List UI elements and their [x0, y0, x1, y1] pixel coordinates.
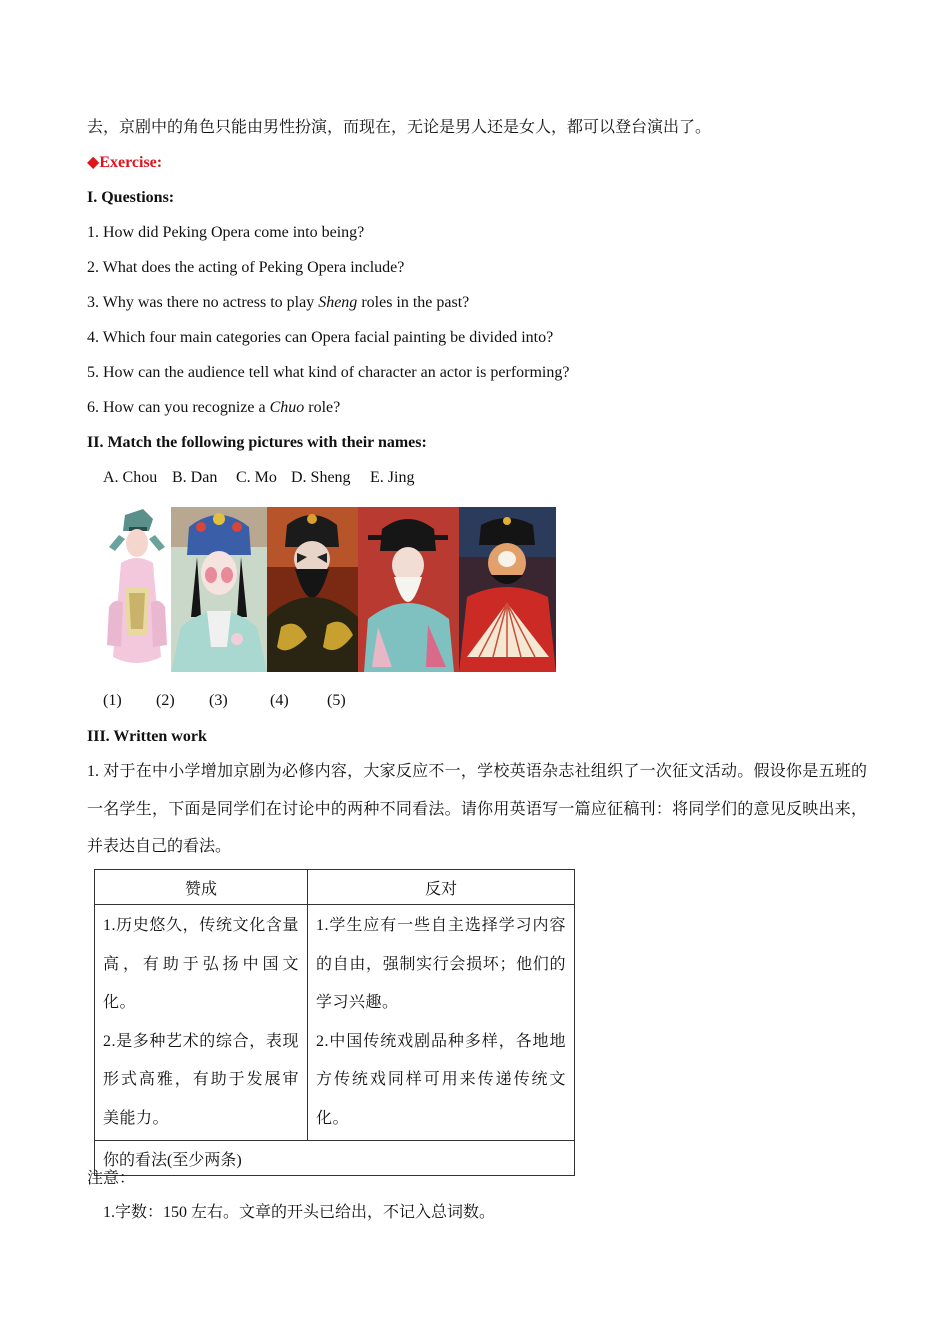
opinion-table [94, 869, 575, 1176]
match-options [103, 468, 414, 488]
question-3-text-end: roles in the past? [357, 294, 470, 311]
question-3-text: 3. Why was there no actress to play [87, 294, 319, 311]
section-written-heading: III. Written work [87, 728, 207, 745]
option-sheng: D. Sheng [291, 469, 351, 486]
question-6-text-end: role? [304, 399, 341, 416]
opera-picture-5 [459, 507, 556, 672]
section-match-heading: II. Match the following pictures with their names: [87, 434, 427, 451]
opera-picture-3 [267, 507, 358, 672]
picture-label-4: (4) [270, 692, 289, 709]
intro-line: 去，京剧中的角色只能由男性扮演，而现在，无论是男人还是女人，都可以登台演出了。 [87, 119, 712, 136]
picture-label-2: (2) [156, 692, 175, 709]
picture-label-3: (3) [209, 692, 228, 709]
exercise-heading [87, 153, 162, 173]
table-opinion-row: 你的看法(至少两条) [95, 1141, 575, 1176]
note-label: 注意： [87, 1170, 136, 1187]
pro-point-2: 2.是多种艺术的综合，表现形式高雅，有助于发展审美能力。 [103, 1032, 299, 1127]
question-6-italic: Chuo [269, 399, 305, 416]
picture-label-5: (5) [327, 692, 346, 709]
opera-picture-2 [171, 507, 267, 672]
written-task: 1. 对于在中小学增加京剧为必修内容，大家反应不一，学校英语杂志社组织了一次征文活动。假设你是五班的一名学生，下面是同学们在讨论中的两种不同看法。请你用英语写一篇应征稿刊：将同学们的意见反映出来，并表达自己的看法。 [87, 763, 867, 855]
option-jing: E. Jing [370, 469, 415, 486]
table-cell-con [308, 905, 575, 1141]
opera-picture-1 [103, 507, 171, 672]
question-6-text: 6. How can you recognize a [87, 399, 270, 416]
option-mo: C. Mo [236, 469, 277, 486]
con-point-2: 2.中国传统戏剧品种多样，各地地方传统戏同样可用来传递传统文化。 [316, 1032, 566, 1127]
table-header-pro: 赞成 [95, 870, 308, 905]
question-5: 5. How can the audience tell what kind of character an actor is performing? [87, 364, 570, 381]
diamond-bullet-icon: ◆ [87, 154, 100, 171]
picture-label-1: (1) [103, 692, 122, 709]
pro-point-1: 1.历史悠久，传统文化含量高，有助于弘扬中国文化。 [103, 917, 299, 1011]
exercise-label: Exercise: [99, 154, 163, 171]
opera-pictures [103, 507, 556, 672]
option-chou: A. Chou [103, 469, 158, 486]
option-dan: B. Dan [172, 469, 218, 486]
question-2: 2. What does the acting of Peking Opera include? [87, 259, 405, 276]
question-3-italic: Sheng [318, 294, 358, 311]
question-4: 4. Which four main categories can Opera facial painting be divided into? [87, 329, 554, 346]
section-questions-heading: I. Questions: [87, 189, 175, 206]
table-header-con: 反对 [308, 870, 575, 905]
question-1: 1. How did Peking Opera come into being? [87, 224, 365, 241]
table-cell-pro [95, 905, 308, 1141]
picture-labels [103, 692, 403, 712]
question-3 [87, 293, 469, 313]
note-1: 1.字数：150 左右。文章的开头已给出，不记入总词数。 [103, 1204, 496, 1221]
opera-picture-4 [358, 507, 459, 672]
question-6 [87, 398, 340, 418]
con-point-1: 1.学生应有一些自主选择学习内容的自由，强制实行会损坏；他们的学习兴趣。 [316, 917, 566, 1011]
